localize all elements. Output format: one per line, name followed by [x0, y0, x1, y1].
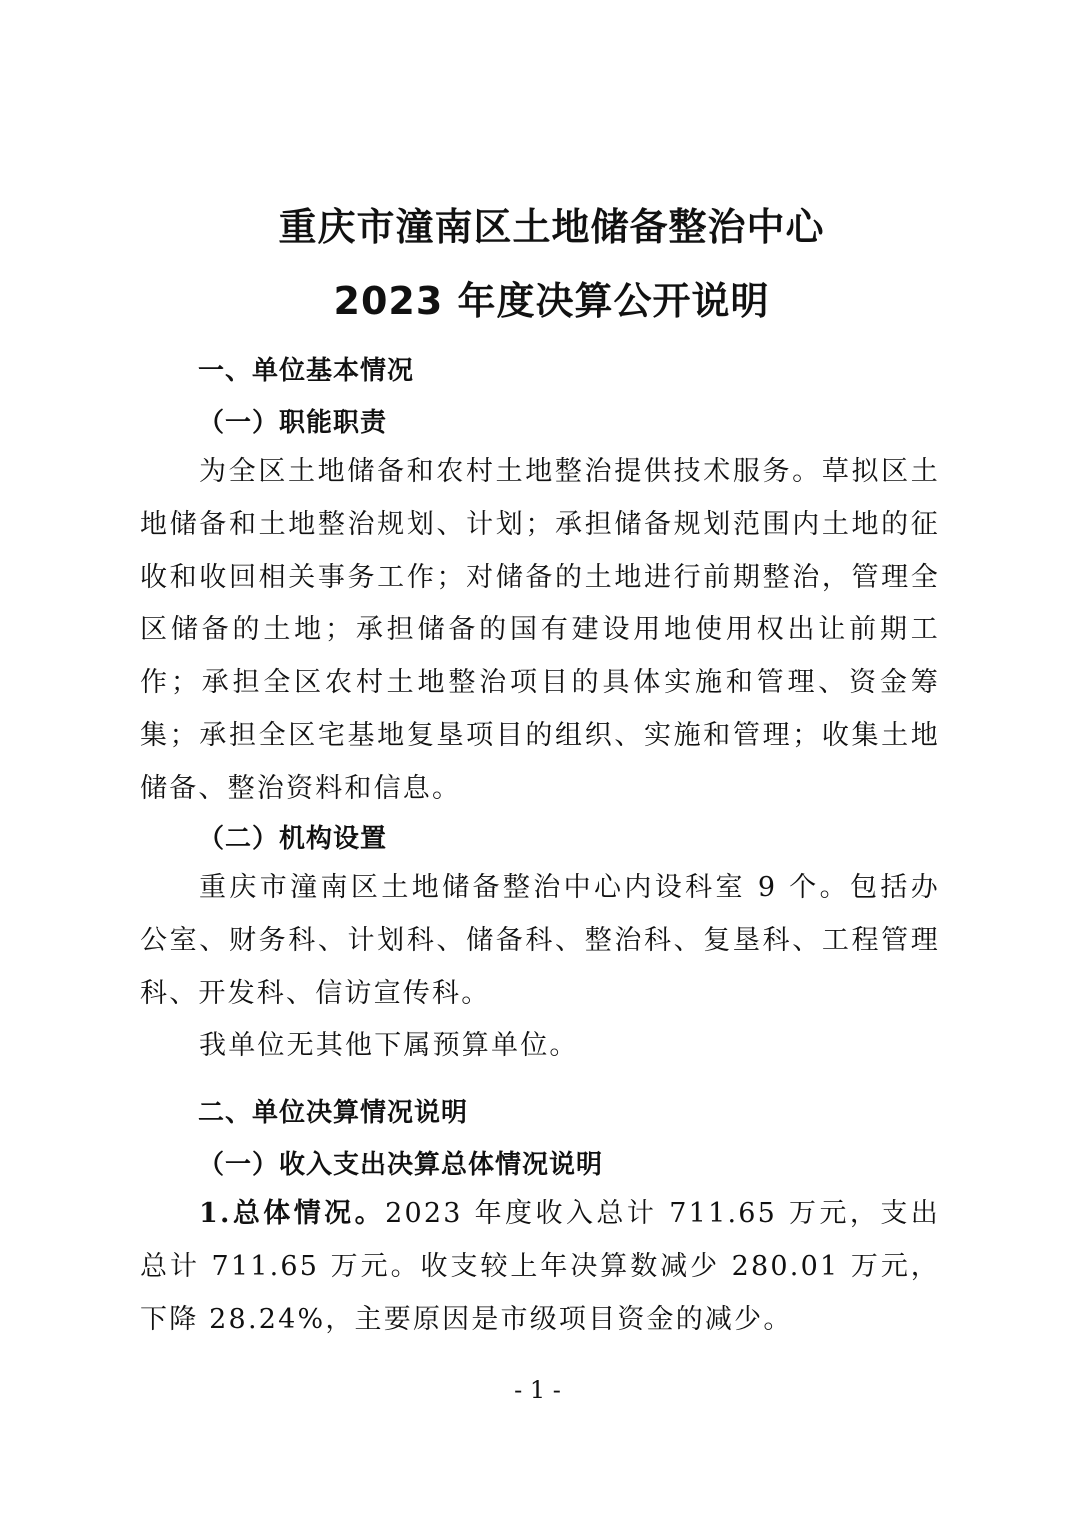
- section1-sub1-heading: （一）职能职责: [198, 408, 388, 438]
- section1-heading: 一、单位基本情况: [198, 356, 415, 386]
- section1-sub2-paragraph2: 我单位无其他下属预算单位。: [199, 1030, 579, 1061]
- section1-sub2-paragraph: 重庆市潼南区土地储备整治中心内设科室 9 个。包括办公室、财务科、计划科、储备科、整治科、复垦科、工程管理科、开发科、信访宣传科。: [140, 872, 940, 1009]
- page-number: - 1 -: [514, 1376, 561, 1404]
- document-title-line1: 重庆市潼南区土地储备整治中心: [278, 205, 825, 249]
- section2-item1-paragraph: [140, 1188, 940, 1346]
- document-title-line2: 2023 年度决算公开说明: [333, 279, 770, 323]
- section1-sub2-heading: （二）机构设置: [198, 824, 388, 854]
- section2-sub1-heading: （一）收入支出决算总体情况说明: [198, 1150, 604, 1180]
- section1-sub1-paragraph: 为全区土地储备和农村土地整治提供技术服务。草拟区土地储备和土地整治规划、计划；承担储备规划范围内土地的征收和收回相关事务工作；对储备的土地进行前期整治，管理全区储备的土地；承担储备的国有建设用地使用权出让前期工作；承担全区农村土地整治项目的具体实施和管理、资金筹集；承担全区宅基地复垦项目的组织、实施和管理；收集土地储备、整治资料和信息。: [140, 456, 940, 804]
- item1-text: 2023 年度收入总计 711.65 万元，支出总计 711.65 万元。收支较上年决算数减少 280.01 万元，下降 28.24%，主要原因是市级项目资金的减少。: [140, 1198, 940, 1335]
- section2-heading: 二、单位决算情况说明: [198, 1098, 469, 1128]
- item1-lead: 1.总体情况。: [199, 1198, 386, 1229]
